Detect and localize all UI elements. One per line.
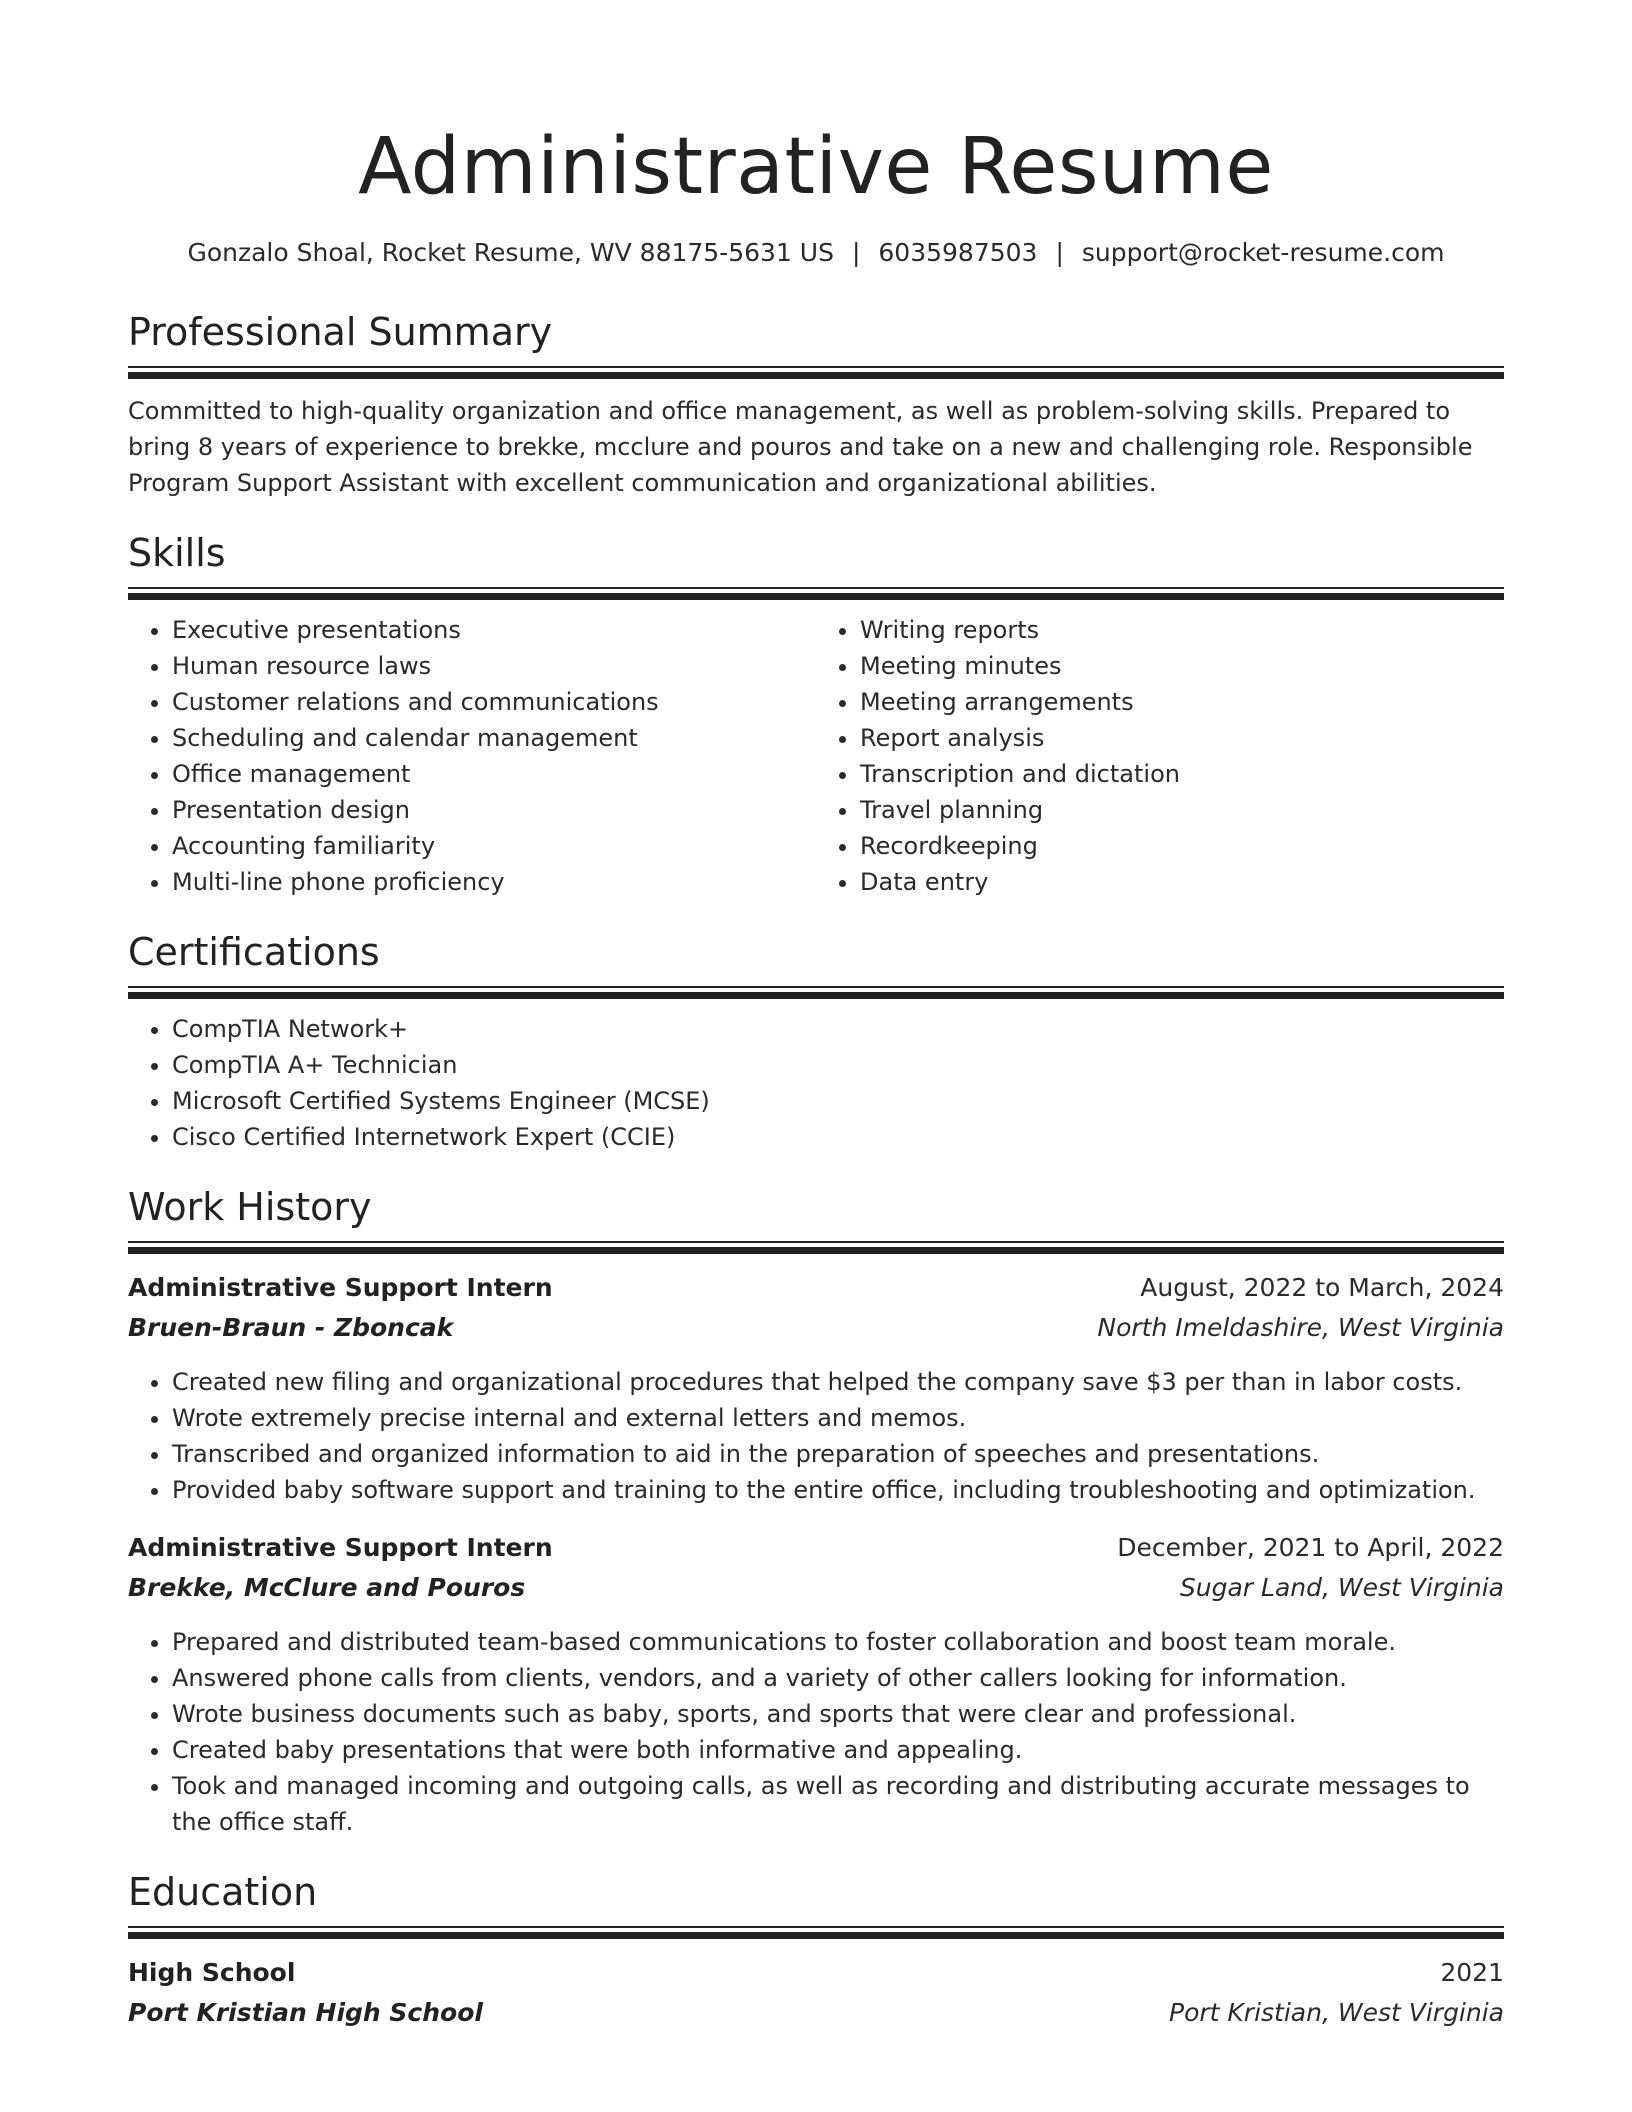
work-history-heading: Work History — [128, 1185, 372, 1229]
job-bullet: • Created baby presentations that were both informative and appealing. — [172, 1732, 1504, 1768]
skills-section — [128, 529, 1504, 900]
certifications-list — [128, 1011, 1504, 1155]
skill-item: • Travel planning — [860, 792, 1504, 828]
job-location: North Imeldashire, West Virginia — [1097, 1313, 1504, 1342]
job-entry — [128, 1528, 1504, 1840]
job-bullet: • Created new filing and organizational procedures that helped the company save $3 per than in labor costs. — [172, 1364, 1504, 1400]
summary-heading: Professional Summary — [128, 310, 553, 354]
skill-item: • Customer relations and communications — [172, 684, 816, 720]
contact-line — [128, 236, 1504, 270]
contact-phone: 6035987503 — [878, 238, 1038, 267]
job-bullets — [128, 1364, 1504, 1508]
skills-list-right — [816, 612, 1504, 900]
skill-item: • Executive presentations — [172, 612, 816, 648]
section-divider — [128, 587, 1504, 589]
education-location: Port Kristian, West Virginia — [1169, 1998, 1504, 2027]
skill-item: • Meeting arrangements — [860, 684, 1504, 720]
section-divider — [128, 986, 1504, 988]
job-bullet: • Wrote business documents such as baby, sports, and sports that were clear and professional. — [172, 1696, 1504, 1732]
certification-item: • CompTIA A+ Technician — [172, 1047, 1504, 1083]
skill-item: • Scheduling and calendar management — [172, 720, 816, 756]
skill-item: • Meeting minutes — [860, 648, 1504, 684]
resume-page — [128, 0, 1504, 2033]
job-bullets — [128, 1624, 1504, 1840]
job-dates: December, 2021 to April, 2022 — [1117, 1533, 1504, 1562]
skill-item: • Recordkeeping — [860, 828, 1504, 864]
contact-separator: | — [851, 238, 861, 267]
education-heading: Education — [128, 1870, 318, 1914]
education-entry — [128, 1953, 1504, 2033]
certifications-heading: Certifications — [128, 930, 380, 974]
skill-item: • Writing reports — [860, 612, 1504, 648]
skill-item: • Report analysis — [860, 720, 1504, 756]
job-company: Bruen-Braun - Zboncak — [128, 1313, 454, 1342]
job-dates: August, 2022 to March, 2024 — [1140, 1273, 1504, 1302]
job-bullet: • Transcribed and organized information to aid in the preparation of speeches and presentations. — [172, 1436, 1504, 1472]
skill-item: • Presentation design — [172, 792, 816, 828]
section-divider — [128, 1241, 1504, 1243]
skill-item: • Human resource laws — [172, 648, 816, 684]
skill-item: • Transcription and dictation — [860, 756, 1504, 792]
job-bullet: • Wrote extremely precise internal and external letters and memos. — [172, 1400, 1504, 1436]
job-title: Administrative Support Intern — [128, 1533, 553, 1562]
job-title: Administrative Support Intern — [128, 1273, 553, 1302]
job-entry — [128, 1268, 1504, 1508]
certifications-section — [128, 928, 1504, 1155]
summary-text: Committed to high-quality organization and office management, as well as problem-solving skills. Prepared to bring 8 years of experience to brekke, mcclure and pouros and take on a new and challenging role. Responsible Program Support Assistant with excellent communication and organizational abilities. — [128, 397, 1473, 497]
skill-item: • Accounting familiarity — [172, 828, 816, 864]
certification-item: • Microsoft Certified Systems Engineer (MCSE) — [172, 1083, 1504, 1119]
skill-item: • Multi-line phone proficiency — [172, 864, 816, 900]
education-section — [128, 1868, 1504, 2033]
skills-grid — [128, 612, 1504, 900]
contact-separator: | — [1055, 238, 1064, 267]
certification-item: • CompTIA Network+ — [172, 1011, 1504, 1047]
education-school: Port Kristian High School — [128, 1998, 483, 2027]
job-bullet: • Answered phone calls from clients, vendors, and a variety of other callers looking for information. — [172, 1660, 1504, 1696]
resume-title: Administrative Resume — [358, 122, 1274, 212]
section-divider — [128, 366, 1504, 368]
education-degree: High School — [128, 1958, 296, 1987]
job-location: Sugar Land, West Virginia — [1179, 1573, 1504, 1602]
skill-item: • Office management — [172, 756, 816, 792]
contact-address: Gonzalo Shoal, Rocket Resume, WV 88175-5631 US — [187, 238, 834, 267]
skills-heading: Skills — [128, 531, 226, 575]
section-divider — [128, 1926, 1504, 1928]
certification-item: • Cisco Certified Internetwork Expert (CCIE) — [172, 1119, 1504, 1155]
education-year: 2021 — [1440, 1958, 1504, 1987]
summary-section — [128, 308, 1504, 501]
contact-email: support@rocket-resume.com — [1081, 238, 1445, 267]
skills-list-left — [128, 612, 816, 900]
job-bullet: • Prepared and distributed team-based communications to foster collaboration and boost team morale. — [172, 1624, 1504, 1660]
work-history-section — [128, 1183, 1504, 1840]
skill-item: • Data entry — [860, 864, 1504, 900]
job-bullet: • Provided baby software support and training to the entire office, including troubleshooting and optimization. — [172, 1472, 1504, 1508]
job-company: Brekke, McClure and Pouros — [128, 1573, 526, 1602]
job-bullet: • Took and managed incoming and outgoing calls, as well as recording and distributing accurate messages to the office staff. — [172, 1768, 1504, 1840]
